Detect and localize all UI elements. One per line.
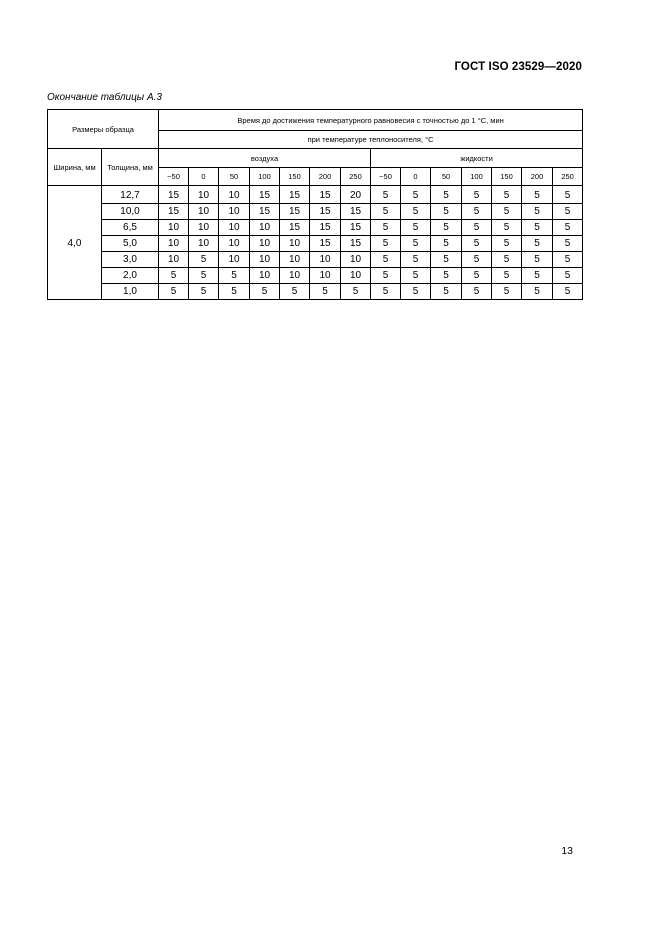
air-time-cell: 10 bbox=[341, 252, 371, 268]
air-time-cell: 5 bbox=[219, 284, 250, 300]
liquid-time-cell: 5 bbox=[371, 220, 401, 236]
liquid-temp-header: 150 bbox=[492, 168, 522, 186]
thickness-cell: 1,0 bbox=[102, 284, 159, 300]
air-time-cell: 10 bbox=[189, 186, 219, 204]
liquid-time-cell: 5 bbox=[401, 220, 431, 236]
air-time-cell: 5 bbox=[219, 268, 250, 284]
air-time-cell: 10 bbox=[280, 268, 310, 284]
air-temp-header: 100 bbox=[250, 168, 280, 186]
air-time-cell: 10 bbox=[219, 252, 250, 268]
liquid-time-cell: 5 bbox=[431, 252, 462, 268]
liquid-time-cell: 5 bbox=[522, 236, 553, 252]
time-header: Время до достижения температурного равновесия с точностью до 1 °С, мин bbox=[159, 110, 583, 131]
liquid-time-cell: 5 bbox=[553, 252, 583, 268]
liquid-temp-header: 50 bbox=[431, 168, 462, 186]
air-time-cell: 20 bbox=[341, 186, 371, 204]
liquid-time-cell: 5 bbox=[431, 186, 462, 204]
liquid-time-cell: 5 bbox=[371, 252, 401, 268]
liquid-time-cell: 5 bbox=[401, 204, 431, 220]
air-temp-header: 150 bbox=[280, 168, 310, 186]
liquid-time-cell: 5 bbox=[522, 252, 553, 268]
air-time-cell: 10 bbox=[219, 204, 250, 220]
liquid-time-cell: 5 bbox=[462, 284, 492, 300]
air-time-cell: 15 bbox=[310, 186, 341, 204]
liquid-time-cell: 5 bbox=[492, 236, 522, 252]
air-time-cell: 15 bbox=[310, 204, 341, 220]
liquid-time-cell: 5 bbox=[462, 236, 492, 252]
thickness-cell: 2,0 bbox=[102, 268, 159, 284]
table-row bbox=[48, 252, 583, 268]
air-time-cell: 15 bbox=[341, 236, 371, 252]
liquid-time-cell: 5 bbox=[431, 204, 462, 220]
liquid-time-cell: 5 bbox=[371, 268, 401, 284]
liquid-time-cell: 5 bbox=[401, 268, 431, 284]
air-time-cell: 5 bbox=[189, 252, 219, 268]
width-cell: 4,0 bbox=[48, 186, 102, 300]
air-time-cell: 10 bbox=[250, 268, 280, 284]
liquid-time-cell: 5 bbox=[492, 204, 522, 220]
air-temp-header: 0 bbox=[189, 168, 219, 186]
thickness-header: Толщина, мм bbox=[102, 149, 159, 186]
thickness-cell: 3,0 bbox=[102, 252, 159, 268]
air-time-cell: 10 bbox=[189, 220, 219, 236]
air-time-cell: 5 bbox=[341, 284, 371, 300]
liquid-temp-header: 200 bbox=[522, 168, 553, 186]
air-time-cell: 10 bbox=[219, 186, 250, 204]
air-time-cell: 5 bbox=[250, 284, 280, 300]
liquid-time-cell: 5 bbox=[462, 252, 492, 268]
liquid-time-cell: 5 bbox=[492, 220, 522, 236]
air-time-cell: 10 bbox=[189, 236, 219, 252]
thickness-cell: 12,7 bbox=[102, 186, 159, 204]
air-time-cell: 10 bbox=[159, 220, 189, 236]
table-row bbox=[48, 186, 583, 204]
air-time-cell: 5 bbox=[189, 268, 219, 284]
liquid-time-cell: 5 bbox=[371, 204, 401, 220]
air-time-cell: 10 bbox=[219, 236, 250, 252]
air-time-cell: 10 bbox=[310, 252, 341, 268]
air-time-cell: 15 bbox=[341, 220, 371, 236]
air-time-cell: 5 bbox=[310, 284, 341, 300]
air-time-cell: 5 bbox=[159, 284, 189, 300]
liquid-time-cell: 5 bbox=[553, 268, 583, 284]
liquid-time-cell: 5 bbox=[522, 268, 553, 284]
liquid-time-cell: 5 bbox=[462, 204, 492, 220]
temperature-header: при температуре теплоносителя, °С bbox=[159, 131, 583, 149]
air-time-cell: 15 bbox=[310, 220, 341, 236]
air-time-cell: 10 bbox=[250, 220, 280, 236]
liquid-header: жидкости bbox=[371, 149, 583, 168]
air-time-cell: 5 bbox=[189, 284, 219, 300]
liquid-temp-header: 100 bbox=[462, 168, 492, 186]
liquid-time-cell: 5 bbox=[431, 268, 462, 284]
air-temp-header: −50 bbox=[159, 168, 189, 186]
liquid-time-cell: 5 bbox=[371, 236, 401, 252]
liquid-time-cell: 5 bbox=[431, 236, 462, 252]
air-time-cell: 10 bbox=[159, 236, 189, 252]
liquid-time-cell: 5 bbox=[371, 186, 401, 204]
thickness-cell: 6,5 bbox=[102, 220, 159, 236]
liquid-time-cell: 5 bbox=[553, 236, 583, 252]
liquid-time-cell: 5 bbox=[401, 186, 431, 204]
table-row bbox=[48, 204, 583, 220]
width-header: Ширина, мм bbox=[48, 149, 102, 186]
air-time-cell: 15 bbox=[341, 204, 371, 220]
table-row bbox=[48, 268, 583, 284]
liquid-time-cell: 5 bbox=[522, 186, 553, 204]
table-caption: Окончание таблицы А.3 bbox=[47, 92, 162, 103]
air-time-cell: 10 bbox=[341, 268, 371, 284]
liquid-time-cell: 5 bbox=[522, 204, 553, 220]
air-temp-header: 50 bbox=[219, 168, 250, 186]
air-time-cell: 10 bbox=[219, 220, 250, 236]
liquid-time-cell: 5 bbox=[553, 284, 583, 300]
table-row bbox=[48, 220, 583, 236]
air-time-cell: 10 bbox=[189, 204, 219, 220]
liquid-time-cell: 5 bbox=[401, 252, 431, 268]
liquid-time-cell: 5 bbox=[462, 186, 492, 204]
air-time-cell: 10 bbox=[250, 236, 280, 252]
document-id: ГОСТ ISO 23529—2020 bbox=[454, 61, 582, 73]
liquid-time-cell: 5 bbox=[492, 186, 522, 204]
air-time-cell: 15 bbox=[280, 186, 310, 204]
air-time-cell: 15 bbox=[159, 204, 189, 220]
air-time-cell: 10 bbox=[280, 252, 310, 268]
liquid-time-cell: 5 bbox=[553, 220, 583, 236]
liquid-time-cell: 5 bbox=[492, 268, 522, 284]
liquid-time-cell: 5 bbox=[553, 204, 583, 220]
air-header: воздуха bbox=[159, 149, 371, 168]
liquid-time-cell: 5 bbox=[431, 220, 462, 236]
liquid-time-cell: 5 bbox=[522, 220, 553, 236]
table-row bbox=[48, 236, 583, 252]
air-time-cell: 10 bbox=[250, 252, 280, 268]
sample-sizes-header: Размеры образца bbox=[48, 110, 159, 149]
air-temp-header: 250 bbox=[341, 168, 371, 186]
liquid-temp-header: 250 bbox=[553, 168, 583, 186]
liquid-time-cell: 5 bbox=[401, 236, 431, 252]
air-time-cell: 5 bbox=[159, 268, 189, 284]
air-temp-header: 200 bbox=[310, 168, 341, 186]
air-time-cell: 15 bbox=[280, 204, 310, 220]
thickness-cell: 10,0 bbox=[102, 204, 159, 220]
air-time-cell: 15 bbox=[250, 204, 280, 220]
liquid-time-cell: 5 bbox=[462, 220, 492, 236]
liquid-time-cell: 5 bbox=[431, 284, 462, 300]
table-row bbox=[48, 284, 583, 300]
liquid-time-cell: 5 bbox=[553, 186, 583, 204]
air-time-cell: 10 bbox=[280, 236, 310, 252]
liquid-temp-header: 0 bbox=[401, 168, 431, 186]
thickness-cell: 5,0 bbox=[102, 236, 159, 252]
air-time-cell: 10 bbox=[159, 252, 189, 268]
liquid-time-cell: 5 bbox=[492, 252, 522, 268]
liquid-time-cell: 5 bbox=[462, 268, 492, 284]
liquid-time-cell: 5 bbox=[401, 284, 431, 300]
liquid-time-cell: 5 bbox=[522, 284, 553, 300]
air-time-cell: 15 bbox=[310, 236, 341, 252]
air-time-cell: 5 bbox=[280, 284, 310, 300]
air-time-cell: 10 bbox=[310, 268, 341, 284]
liquid-time-cell: 5 bbox=[371, 284, 401, 300]
air-time-cell: 15 bbox=[250, 186, 280, 204]
liquid-temp-header: −50 bbox=[371, 168, 401, 186]
page-number: 13 bbox=[561, 845, 573, 857]
liquid-time-cell: 5 bbox=[492, 284, 522, 300]
air-time-cell: 15 bbox=[280, 220, 310, 236]
temperature-equilibrium-table bbox=[47, 109, 583, 300]
air-time-cell: 15 bbox=[159, 186, 189, 204]
table-body bbox=[48, 186, 583, 300]
